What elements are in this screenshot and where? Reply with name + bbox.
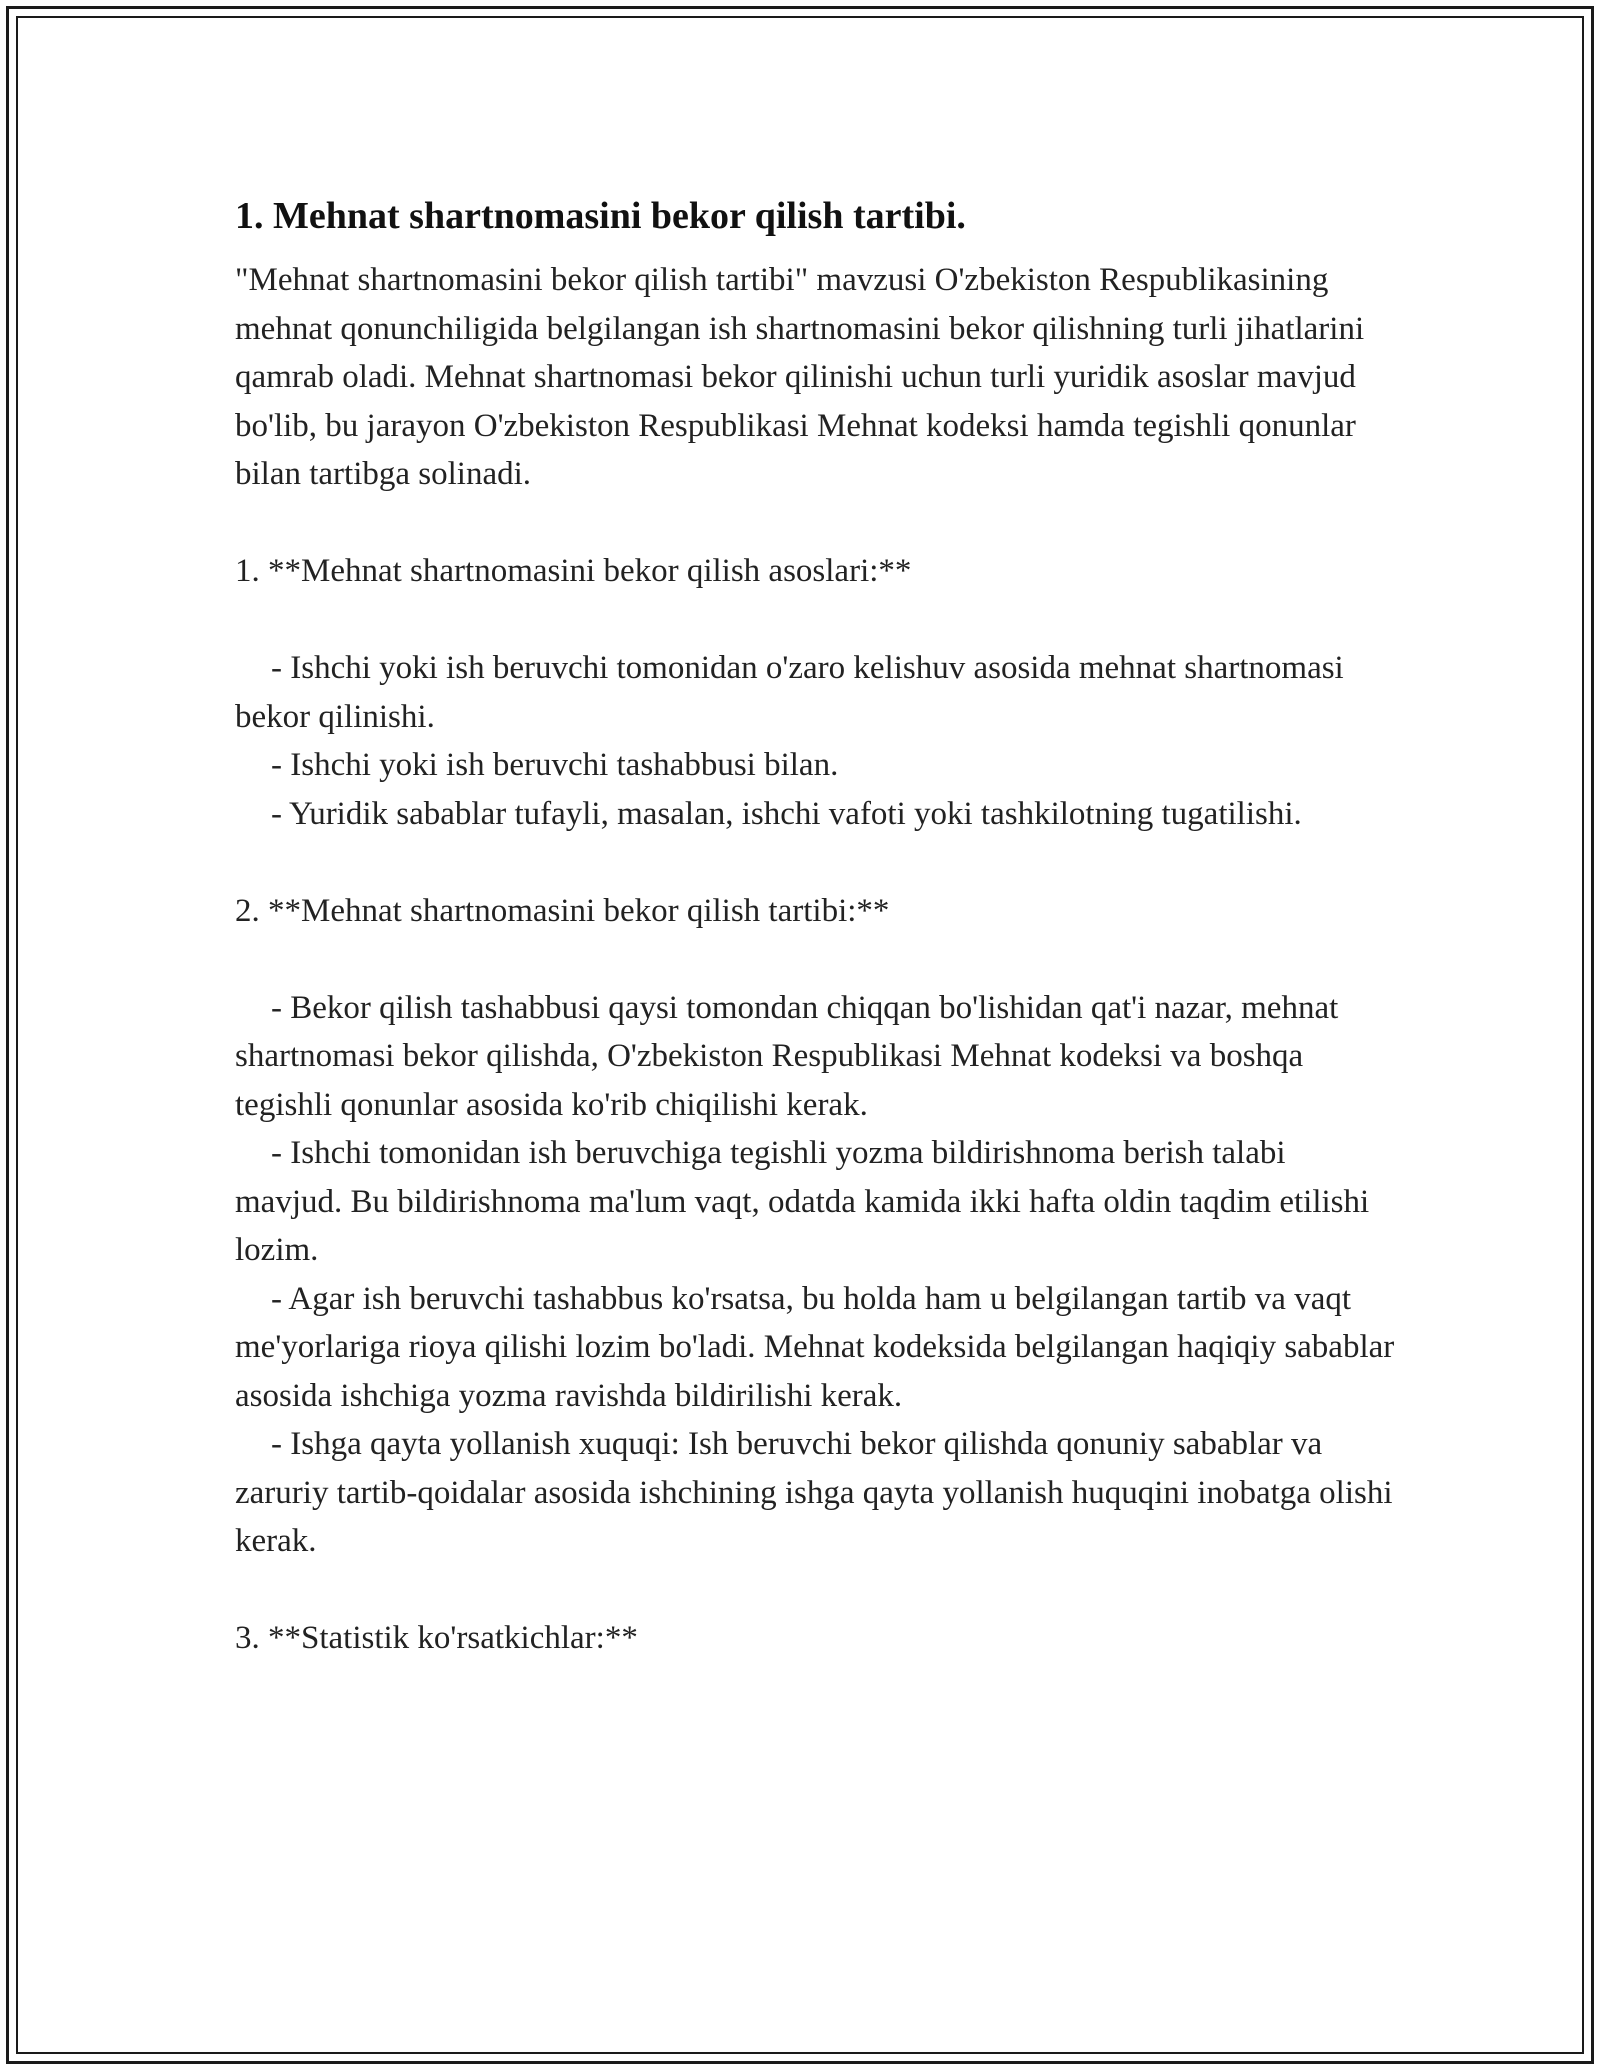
document-body [235, 188, 1403, 1663]
document-title: 1. Mehnat shartnomasini bekor qilish tartibi. [235, 195, 966, 237]
spacer [235, 499, 1395, 548]
list-item: - Bekor qilish tashabbusi qaysi tomondan chiqqan bo'lishidan qat'i nazar, mehnat shartnomasi bekor qilishda, O'zbekiston Respublikasi Mehnat kodeksi va boshqa tegishli qonunlar asosida ko'rib chiqilishi kerak. [235, 989, 1347, 1123]
list-item: - Ishchi tomonidan ish beruvchiga tegishli yozma bildirishnoma berish talabi mavjud. Bu bildirishnoma ma'lum vaqt, odatda kamida ikki hafta oldin taqdim etilishi lozim. [235, 1135, 1378, 1268]
spacer [235, 1566, 1395, 1615]
list-item: - Ishga qayta yollanish xuquqi: Ish beruvchi bekor qilishda qonuniy sabablar va zaruriy tartib-qoidalar asosida ishchining ishga qayta yollanish huquqini inobatga olishi kerak. [235, 1426, 1401, 1559]
section-heading-1: 1. **Mehnat shartnomasini bekor qilish asoslari:** [235, 553, 912, 589]
section-heading-3: 3. **Statistik ko'rsatkichlar:** [235, 1620, 638, 1656]
spacer [235, 596, 1395, 645]
spacer [235, 838, 1395, 887]
list-item: - Yuridik sabablar tufayli, masalan, ishchi vafoti yoki tashkilotning tugatilishi. [271, 795, 1302, 832]
list-item: - Agar ish beruvchi tashabbus ko'rsatsa, bu holda ham u belgilangan tartib va vaqt me'yorlariga rioya qilishi lozim bo'ladi. Mehnat kodeksida belgilangan haqiqiy sabablar asosida ishchiga yozma ravishda bildirilishi kerak. [235, 1280, 1403, 1414]
section-heading-2: 2. **Mehnat shartnomasini bekor qilish tartibi:** [235, 892, 890, 929]
list-item: - Ishchi yoki ish beruvchi tomonidan o'zaro kelishuv asosida mehnat shartnomasi bekor qilinishi. [235, 650, 1352, 735]
spacer [235, 935, 1395, 984]
intro-paragraph: "Mehnat shartnomasini bekor qilish tartibi" mavzusi O'zbekiston Respublikasining mehnat qonunchiligida belgilangan ish shartnomasini bekor qilishning turli jihatlarini qamrab oladi. Mehnat shartnomasi bekor qilinishi uchun turli yuridik asoslar mavjud bo'lib, bu jarayon O'zbekiston Respublikasi Mehnat kodeksi hamda tegishli qonunlar bilan tartibga solinadi. [235, 262, 1373, 492]
list-item: - Ishchi yoki ish beruvchi tashabbusi bilan. [271, 747, 839, 783]
